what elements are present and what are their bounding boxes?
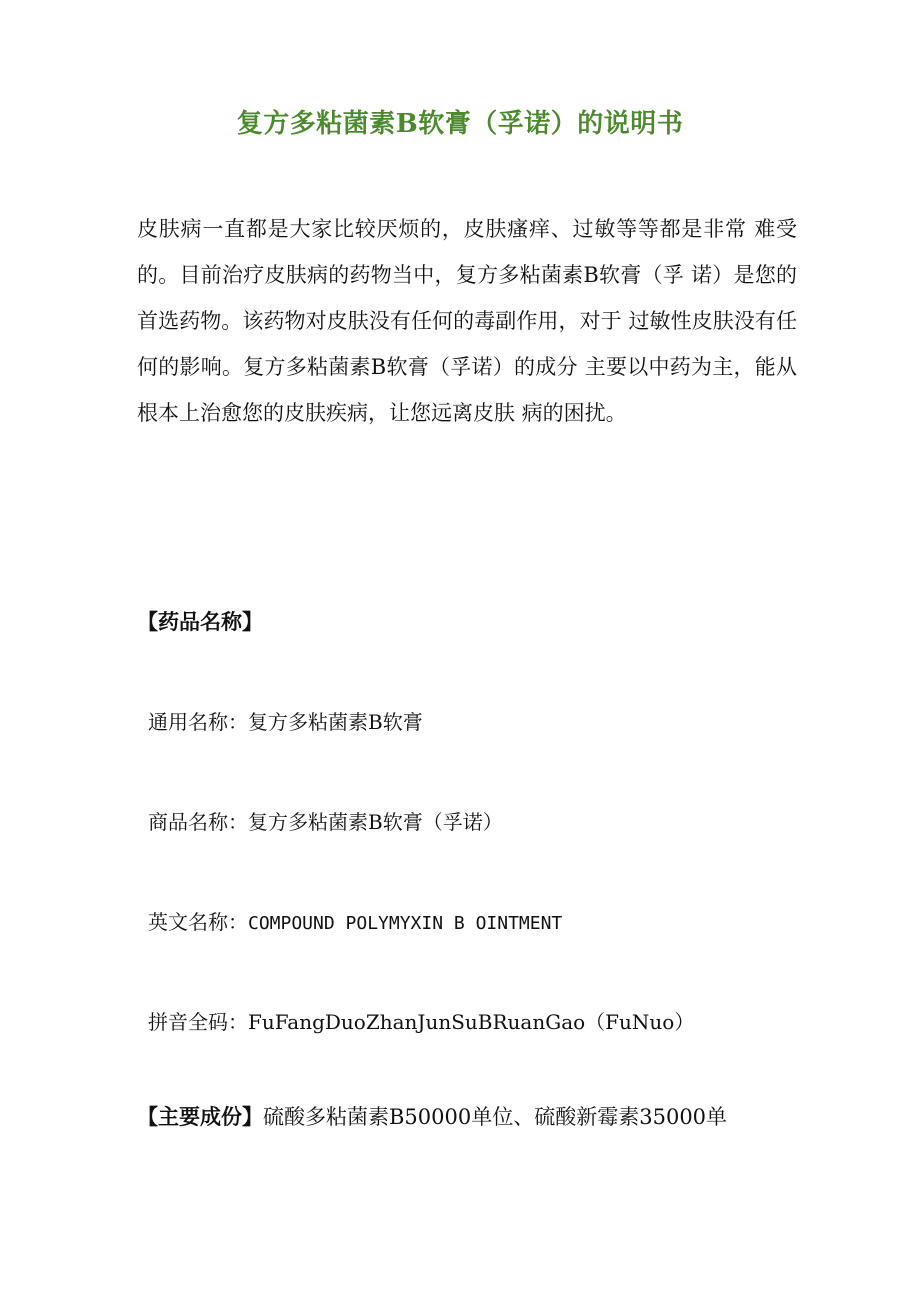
pinyin-value: FuFangDuoZhanJunSuBRuanGao（FuNuo） bbox=[248, 1010, 695, 1034]
english-name-label: 英文名称： bbox=[148, 910, 248, 934]
trade-name-label: 商品名称： bbox=[148, 810, 248, 834]
pinyin-label: 拼音全码： bbox=[148, 1010, 248, 1034]
generic-name-row bbox=[148, 706, 423, 735]
english-name-row bbox=[148, 906, 562, 935]
drug-name-heading: 【药品名称】 bbox=[137, 609, 263, 634]
pinyin-row bbox=[148, 1006, 694, 1035]
ingredients-text: 硫酸多粘菌素B50000单位、硫酸新霉素35000单 bbox=[263, 1105, 728, 1129]
english-name-value: COMPOUND POLYMYXIN B OINTMENT bbox=[248, 913, 563, 934]
generic-name-label: 通用名称： bbox=[148, 710, 248, 734]
generic-name-value: 复方多粘菌素B软膏 bbox=[248, 710, 423, 734]
ingredients-heading: 【主要成份】 bbox=[137, 1104, 263, 1129]
intro-paragraph: 皮肤病一直都是大家比较厌烦的，皮肤瘙痒、过敏等等都是非常 难受的。目前治疗皮肤病的药物当中，复方多粘菌素B软膏（孚 诺）是您的首选药物。该药物对皮肤没有任何的毒副作用，对于 过敏性皮肤没有任何的影响。复方多粘菌素B软膏（孚诺）的成分 主要以中药为主，能从根本上治愈您的皮肤疾病，让您远离皮肤 病的困扰。 bbox=[137, 217, 797, 425]
ingredients-row bbox=[137, 1101, 727, 1131]
trade-name-row bbox=[148, 806, 503, 835]
trade-name-value: 复方多粘菌素B软膏（孚诺） bbox=[248, 810, 503, 834]
document-title: 复方多粘菌素B软膏（孚诺）的说明书 bbox=[236, 109, 684, 140]
